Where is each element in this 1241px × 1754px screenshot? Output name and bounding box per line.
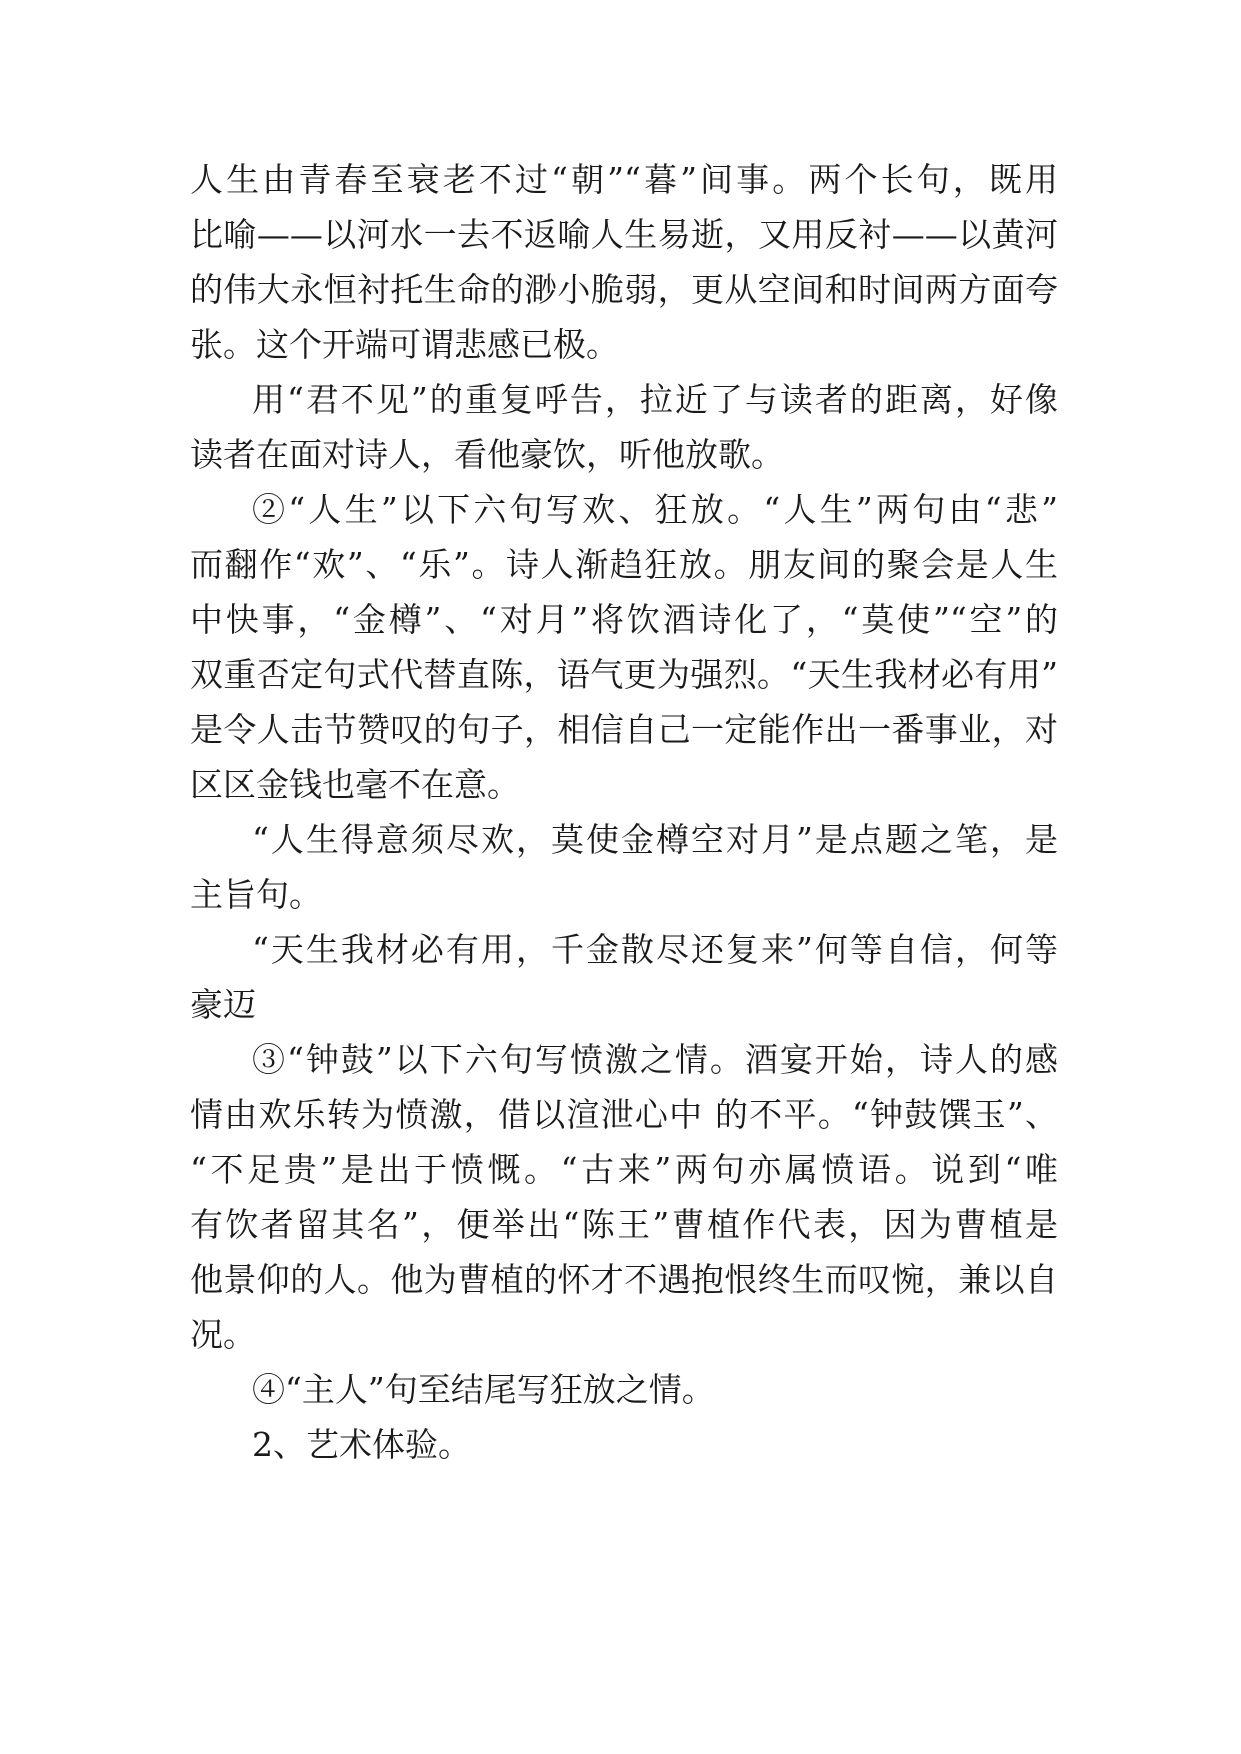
text-line: 张。这个开端可谓悲感已极。 [190,325,619,364]
text-line: 而翻作“欢”、“乐”。诗人渐趋狂放。朋友间的聚会是人生 [190,545,1058,584]
text-line: 用“君不见”的重复呼告，拉近了与读者的距离，好像 [252,380,1058,419]
text-line: 人生由青春至衰老不过“朝”“暮”间事。两个长句，既用 [190,160,1058,199]
text-line: ③“钟鼓”以下六句写愤激之情。酒宴开始，诗人的感 [252,1040,1058,1079]
text-line: 况。 [190,1315,256,1354]
text-line: 情由欢乐转为愤激，借以渲泄心中 的不平。“钟鼓馔玉”、 [190,1095,1058,1134]
text-line: 中快事，“金樽”、“对月”将饮酒诗化了，“莫使”“空”的 [190,600,1058,639]
text-line: 是令人击节赞叹的句子，相信自己一定能作出一番事业，对 [190,710,1058,749]
text-line: “人生得意须尽欢，莫使金樽空对月”是点题之笔，是 [252,820,1058,859]
text-line: 有饮者留其名”，便举出“陈王”曹植作代表，因为曹植是 [190,1205,1058,1244]
text-line: ④“主人”句至结尾写狂放之情。 [252,1370,715,1409]
text-line: 比喻——以河水一去不返喻人生易逝，又用反衬——以黄河 [190,215,1058,254]
text-line: “不足贵”是出于愤慨。“古来”两句亦属愤语。说到“唯 [190,1150,1058,1189]
text-line: 的伟大永恒衬托生命的渺小脆弱，更从空间和时间两方面夸 [190,270,1058,309]
text-line: 主旨句。 [190,875,322,914]
text-line: 豪迈 [190,985,256,1024]
text-line: 区区金钱也毫不在意。 [190,765,520,804]
text-line: 他景仰的人。他为曹植的怀才不遇抱恨终生而叹惋，兼以自 [190,1260,1058,1299]
text-line: 双重否定句式代替直陈，语气更为强烈。“天生我材必有用” [190,655,1058,694]
section-heading: 2、艺术体验。 [252,1425,471,1464]
text-line: ②“人生”以下六句写欢、狂放。“人生”两句由“悲” [252,490,1058,529]
text-line: “天生我材必有用，千金散尽还复来”何等自信，何等 [252,930,1058,969]
text-line: 读者在面对诗人，看他豪饮，听他放歌。 [190,435,784,474]
